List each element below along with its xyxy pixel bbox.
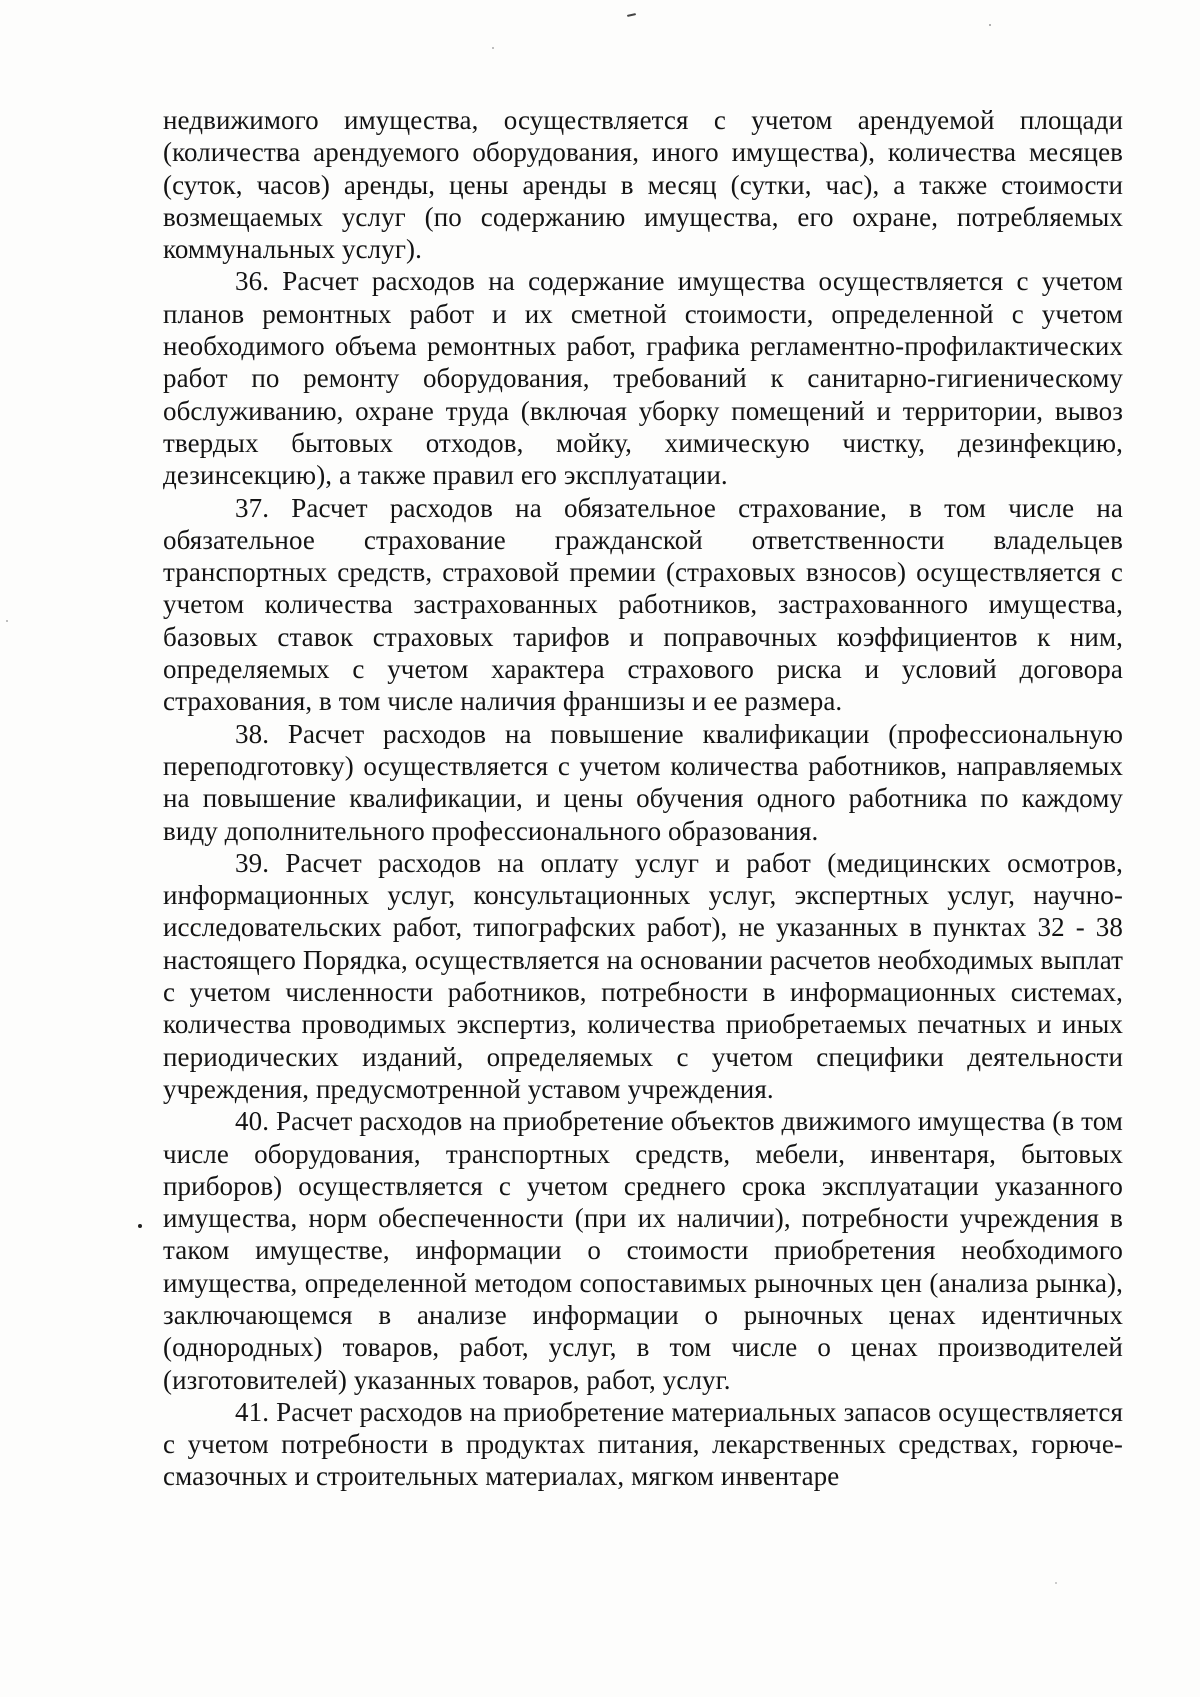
- scan-artifact: [138, 1224, 142, 1228]
- scan-artifact: [627, 13, 636, 17]
- paragraph-continuation: недвижимого имущества, осуществляется с учетом арендуемой площади (количества арендуемого оборудования, иного имущества), количества месяцев (суток, часов) аренды, цены аренды в месяц (сутки, час), а также стоимости возмещаемых услуг (по содержанию имущества, его охране, потребляемых коммунальных услуг).: [163, 105, 1123, 265]
- paragraph-36: 36. Расчет расходов на содержание имущества осуществляется с учетом планов ремонтных работ и их сметной стоимости, определенной с учетом необходимого объема ремонтных работ, графика регламентно-профилактических работ по ремонту оборудования, требований к санитарно-гигиеническому обслуживанию, охране труда (включая уборку помещений и территории, вывоз твердых бытовых отходов, мойку, химическую чистку, дезинфекцию, дезинсекцию), а также правил его эксплуатации.: [163, 266, 1123, 491]
- document-body: [163, 104, 1123, 1493]
- paragraph-38: 38. Расчет расходов на повышение квалификации (профессиональную переподготовку) осуществляется с учетом количества работников, направляемых на повышение квалификации, и цены обучения одного работника по каждому виду дополнительного профессионального образования.: [163, 718, 1123, 846]
- paragraph-41: 41. Расчет расходов на приобретение материальных запасов осуществляется с учетом потребности в продуктах питания, лекарственных средствах, горюче-смазочных и строительных материалах, мягком инвентаре: [163, 1396, 1123, 1492]
- paragraph-39: 39. Расчет расходов на оплату услуг и работ (медицинских осмотров, информационных услуг, консультационных услуг, экспертных услуг, научно-исследовательских работ, типографских работ), не указанных в пунктах 32 - 38 настоящего Порядка, осуществляется на основании расчетов необходимых выплат с учетом численности работников, потребности в информационных системах, количества проводимых экспертиз, количества приобретаемых печатных и иных периодических изданий, определяемых с учетом специфики деятельности учреждения, предусмотренной уставом учреждения.: [163, 847, 1123, 1104]
- scan-artifact: [989, 24, 991, 26]
- scan-artifact: [1055, 1582, 1057, 1584]
- scan-artifact: [492, 47, 494, 49]
- paragraph-40: 40. Расчет расходов на приобретение объектов движимого имущества (в том числе оборудования, транспортных средств, мебели, инвентаря, бытовых приборов) осуществляется с учетом среднего срока эксплуатации указанного имущества, норм обеспеченности (при их наличии), потребности учреждения в таком имуществе, информации о стоимости приобретения необходимого имущества, определенной методом сопоставимых рыночных цен (анализа рынка), заключающемся в анализе информации о рыночных ценах идентичных (однородных) товаров, работ, услуг, в том числе о ценах производителей (изготовителей) указанных товаров, работ, услуг.: [163, 1106, 1123, 1395]
- scan-artifact: [6, 620, 8, 622]
- paragraph-37: 37. Расчет расходов на обязательное страхование, в том числе на обязательное страхование гражданской ответственности владельцев транспортных средств, страховой премии (страховых взносов) осуществляется с учетом количества застрахованных работников, застрахованного имущества, базовых ставок страховых тарифов и поправочных коэффициентов к ним, определяемых с учетом характера страхового риска и условий договора страхования, в том числе наличия франшизы и ее размера.: [163, 492, 1123, 717]
